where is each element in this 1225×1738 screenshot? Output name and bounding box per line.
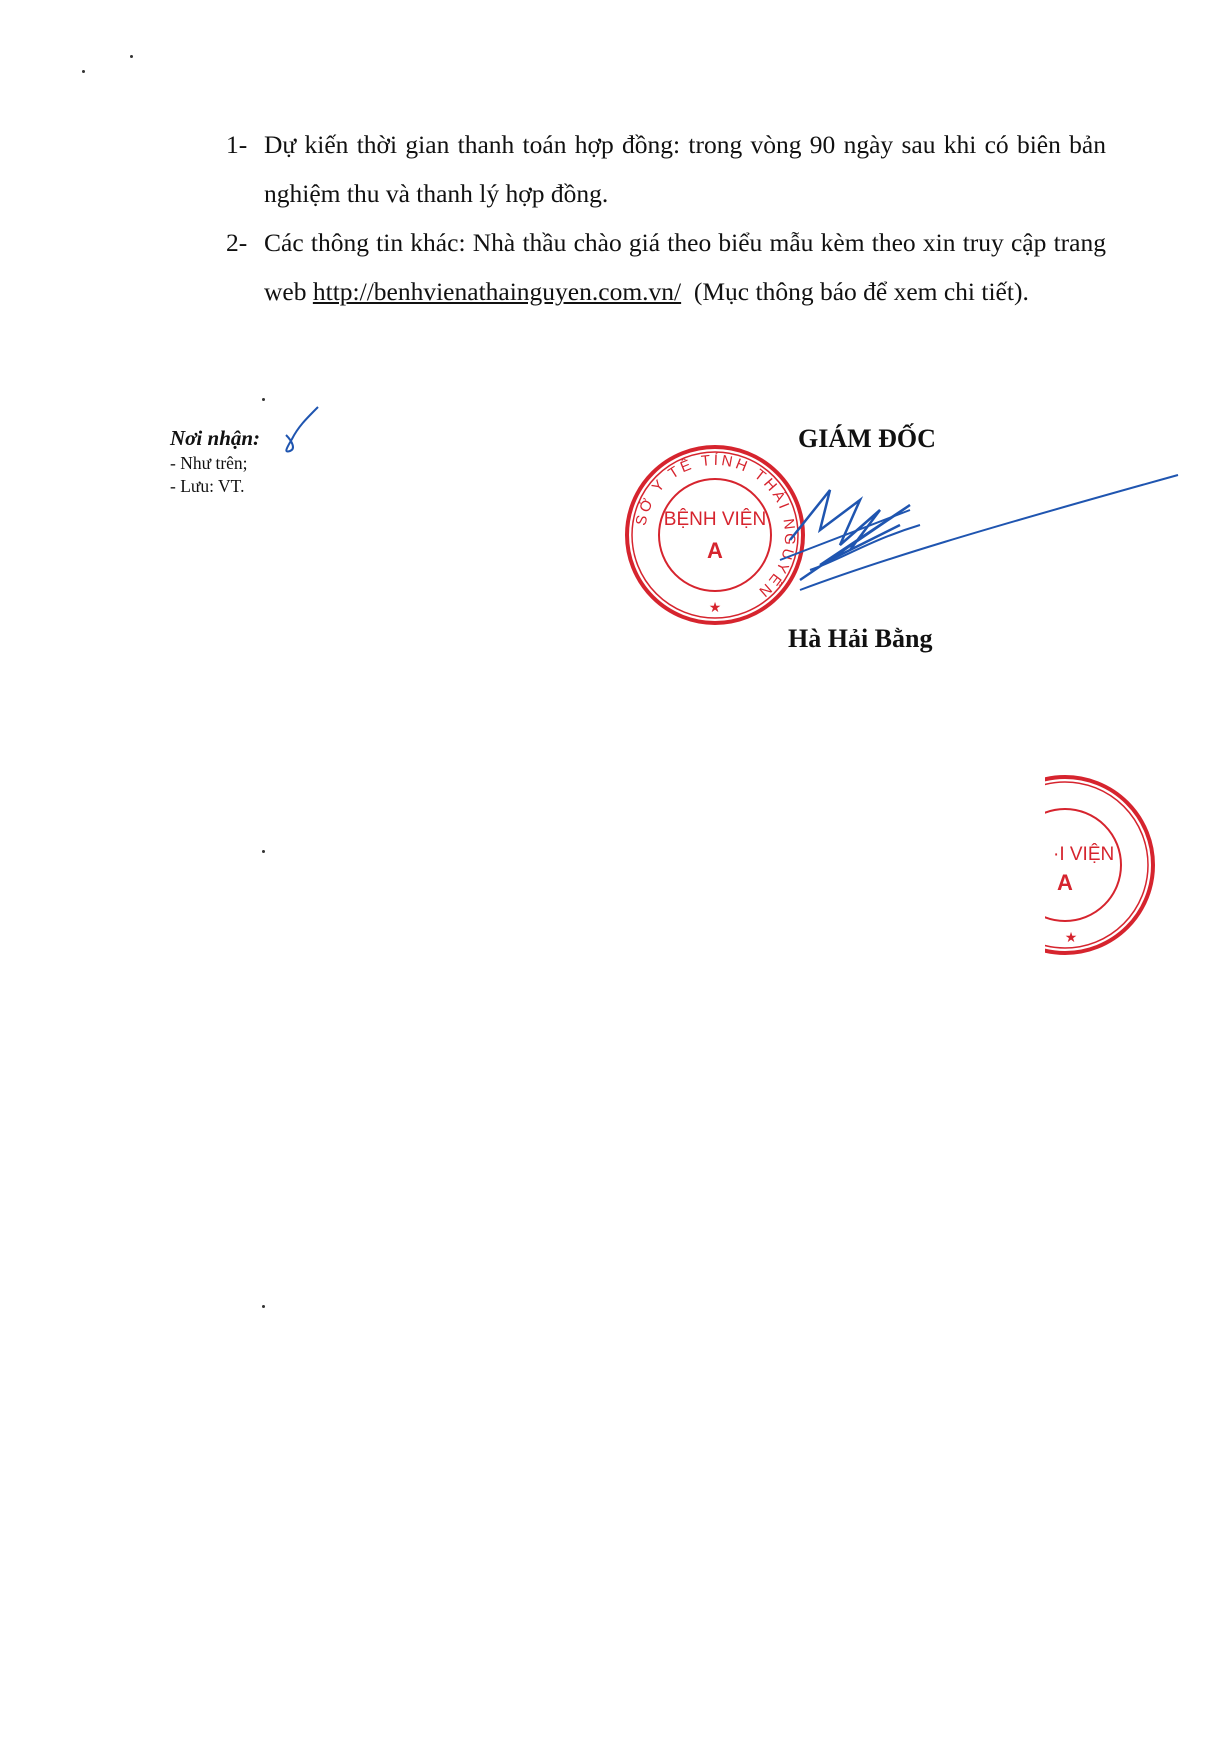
recipient-item: - Lưu: VT. xyxy=(170,476,245,496)
initial-mark-icon xyxy=(280,405,320,455)
speck xyxy=(262,398,265,401)
partial-seal-icon xyxy=(1045,770,1175,960)
item-text: Dự kiến thời gian thanh toán hợp đồng: trong vòng 90 ngày sau khi có biên bản nghiệm thu và thanh lý hợp đồng. xyxy=(264,130,1106,208)
seal-center-line1: BỆNH VIỆN xyxy=(663,509,767,530)
item-text-before: Các thông tin khác: Nhà thầu chào giá theo biểu mẫu kèm theo xin truy cập trang web xyxy=(264,228,1106,306)
seal-ring-text: SỞ Y TẾ TỈNH THÁI NGUYÊN xyxy=(632,451,799,602)
item-number: 1- xyxy=(226,130,248,159)
svg-text:·I VIỆN: ·I VIỆN xyxy=(1053,844,1115,865)
svg-text:A: A xyxy=(1057,870,1073,895)
signer-name: Hà Hải Bằng xyxy=(788,624,933,653)
handwritten-signature-icon xyxy=(760,470,1180,610)
recipients-heading: Nơi nhận: xyxy=(170,426,261,450)
speck xyxy=(130,55,133,58)
body-list xyxy=(226,120,1106,316)
recipients-block xyxy=(170,424,260,498)
item-number: 2- xyxy=(226,228,248,257)
svg-text:★: ★ xyxy=(708,600,722,616)
speck xyxy=(262,1305,265,1308)
seal-center-line2: A xyxy=(707,538,723,563)
list-item xyxy=(226,218,1106,316)
signature-title: GIÁM ĐỐC xyxy=(798,424,936,453)
list-item xyxy=(226,120,1106,218)
svg-text:★: ★ xyxy=(1064,930,1078,946)
item-text-after: (Mục thông báo để xem chi tiết). xyxy=(681,277,1029,306)
website-link[interactable]: http://benhvienathainguyen.com.vn/ xyxy=(312,277,682,306)
speck xyxy=(82,70,85,73)
speck xyxy=(262,850,265,853)
recipient-item: - Như trên; xyxy=(170,453,248,473)
